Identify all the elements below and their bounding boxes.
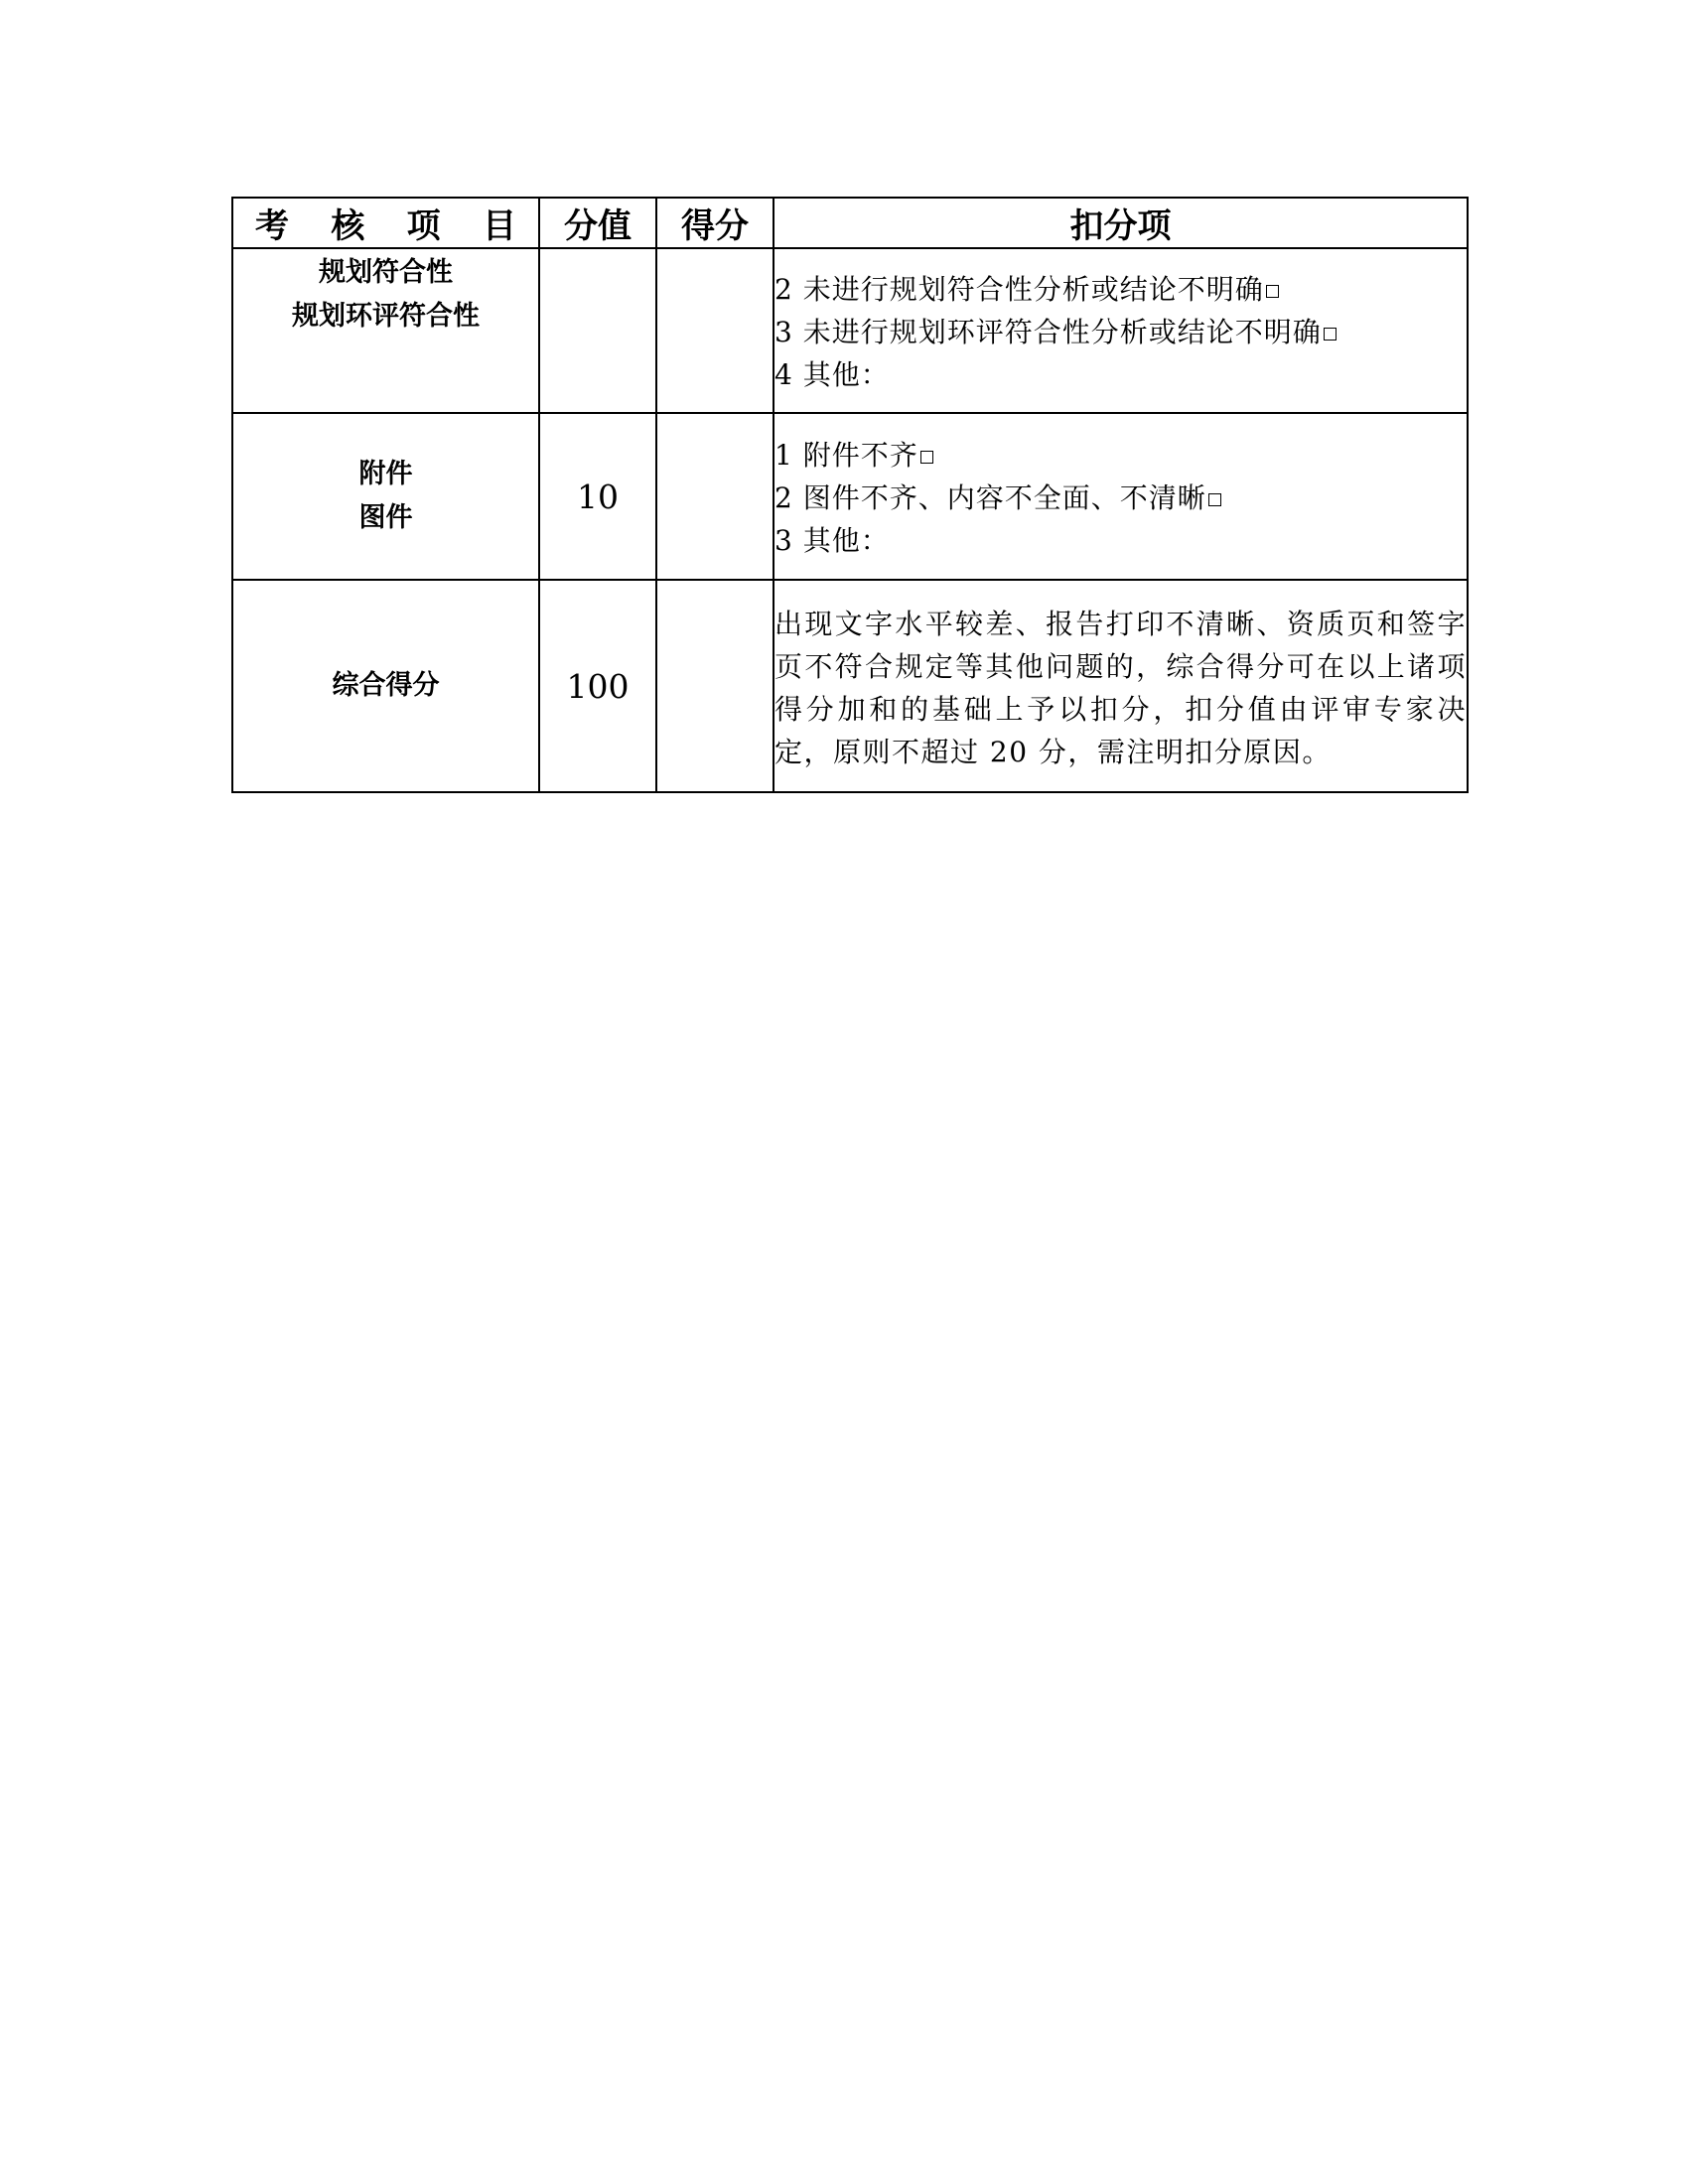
item-line: 规划环评符合性 <box>292 301 480 332</box>
table-row <box>232 248 1468 413</box>
value-cell: 10 <box>539 413 656 580</box>
deduction-text: 4 其他： <box>774 357 890 391</box>
review-table <box>231 197 1469 793</box>
header-item-char: 考 <box>255 206 289 246</box>
deduction-text: 2 图件不齐、内容不全面、不清晰 <box>774 480 1206 514</box>
item-cell <box>232 413 539 580</box>
item-cell <box>232 580 539 792</box>
item-line: 图件 <box>358 502 413 533</box>
header-deduction: 扣分项 <box>774 198 1468 248</box>
deduction-text: 3 其他： <box>774 523 890 557</box>
value-cell <box>539 248 656 413</box>
item-line: 规划符合性 <box>319 257 453 288</box>
deduction-cell <box>774 248 1468 413</box>
score-cell[interactable] <box>656 248 774 413</box>
header-item <box>232 198 539 248</box>
header-score: 得分 <box>656 198 774 248</box>
value-cell: 100 <box>539 580 656 792</box>
review-sheet <box>231 197 1467 793</box>
deduction-item <box>774 477 1467 519</box>
deduction-cell <box>774 413 1468 580</box>
deduction-item <box>774 353 1467 396</box>
deduction-text: 1 附件不齐 <box>774 438 918 472</box>
item-cell <box>232 248 539 413</box>
checkbox-icon[interactable] <box>1266 285 1279 298</box>
score-cell[interactable] <box>656 413 774 580</box>
header-item-char: 核 <box>331 206 365 246</box>
item-line: 综合得分 <box>332 670 440 701</box>
deduction-text: 2 未进行规划符合性分析或结论不明确 <box>774 272 1264 306</box>
deduction-item <box>774 268 1467 311</box>
header-item-char: 目 <box>482 206 516 246</box>
deduction-text: 3 未进行规划环评符合性分析或结论不明确 <box>774 315 1322 348</box>
table-header-row <box>232 198 1468 248</box>
item-line: 附件 <box>358 459 413 489</box>
header-item-char: 项 <box>406 206 441 246</box>
table-row <box>232 413 1468 580</box>
deduction-paragraph: 出现文字水平较差、报告打印不清晰、资质页和签字页不符合规定等其他问题的，综合得分可在以上诸项得分加和的基础上予以扣分，扣分值由评审专家决定，原则不超过 20 分，需注明扣分原因。 <box>774 608 1467 768</box>
deduction-cell <box>774 580 1468 792</box>
table-row <box>232 580 1468 792</box>
deduction-item <box>774 519 1467 562</box>
header-value: 分值 <box>539 198 656 248</box>
checkbox-icon[interactable] <box>1208 493 1221 506</box>
score-cell[interactable] <box>656 580 774 792</box>
checkbox-icon[interactable] <box>1324 328 1336 341</box>
checkbox-icon[interactable] <box>920 451 933 464</box>
deduction-item <box>774 434 1467 477</box>
deduction-item <box>774 311 1467 353</box>
